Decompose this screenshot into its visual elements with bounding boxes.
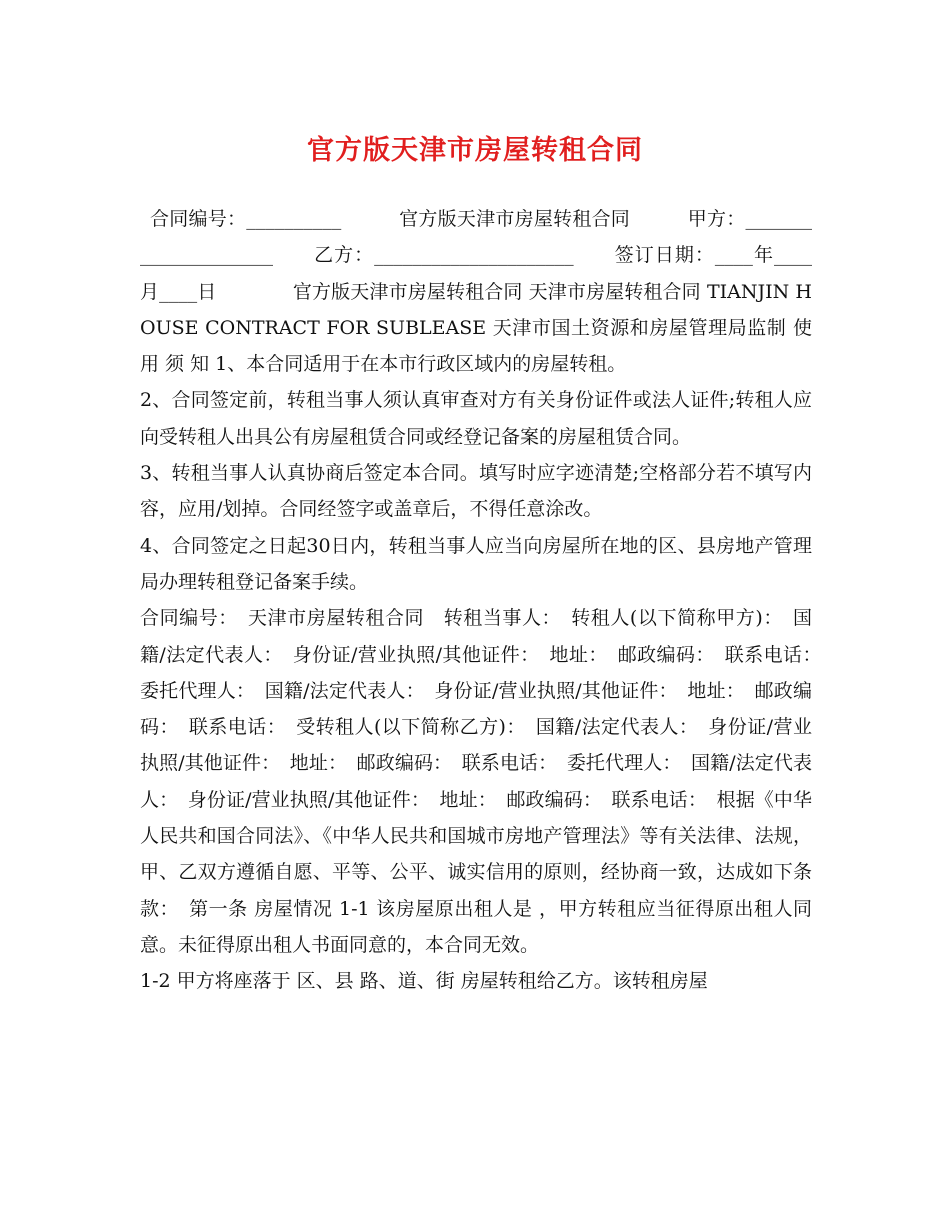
paragraph-article-1-2: 1-2 甲方将座落于 区、县 路、道、街 房屋转租给乙方。该转租房屋 bbox=[140, 970, 708, 993]
paragraph-notice-2: 2、合同签定前，转租当事人须认真审查对方有关身份证件或法人证件;转租人应向受转租人出具公有房屋租赁合同或经登记备案的房屋租赁合同。 bbox=[140, 389, 812, 448]
paragraph-notice-3: 3、转租当事人认真协商后签定本合同。填写时应字迹清楚;空格部分若不填写内容，应用/划掉。合同经签字或盖章后，不得任意涂改。 bbox=[140, 462, 812, 521]
document-title: 官方版天津市房屋转租合同 bbox=[307, 135, 643, 166]
paragraph-header-and-notice-1: 合同编号：__________ 官方版天津市房屋转租合同 甲方：_____________________ 乙方：_____________________ 签订日期：____年____月____日 官方版天津市房屋转租合同 天津市房屋转租合同 TIANJIN HOUSE CONTRACT FOR SUBLEASE 天津市国土资源和房屋管理局监制 使 用 须 知 1、本合同适用于在本市行政区域内的房屋转租。 bbox=[140, 208, 812, 376]
document-body bbox=[140, 201, 832, 1000]
paragraph-notice-4: 4、合同签定之日起30日内，转租当事人应当向房屋所在地的区、县房地产管理局办理转租登记备案手续。 bbox=[140, 534, 812, 593]
paragraph-parties-and-article-1: 合同编号： 天津市房屋转租合同 转租当事人： 转租人(以下简称甲方)： 国籍/法定代表人： 身份证/营业执照/其他证件： 地址： 邮政编码： 联系电话： 委托代理人： 国籍/法定代表人： 身份证/营业执照/其他证件： 地址： 邮政编码： 联系电话： 受转租人(以下简称乙方)： 国籍/法定代表人： 身份证/营业执照/其他证件： 地址： 邮政编码： 联系电话： 委托代理人： 国籍/法定代表人： 身份证/营业执照/其他证件： 地址： 邮政编码： 联系电话： 根据《中华人民共和国合同法》、《中华人民共和国城市房地产管理法》等有关法律、法规，甲、乙双方遵循自愿、平等、公平、诚实信用的原则，经协商一致，达成如下条款： 第一条 房屋情况 1-1 该房屋原出租人是 ，甲方转租应当征得原出租人同意。未征得原出租人书面同意的，本合同无效。 bbox=[140, 607, 832, 956]
